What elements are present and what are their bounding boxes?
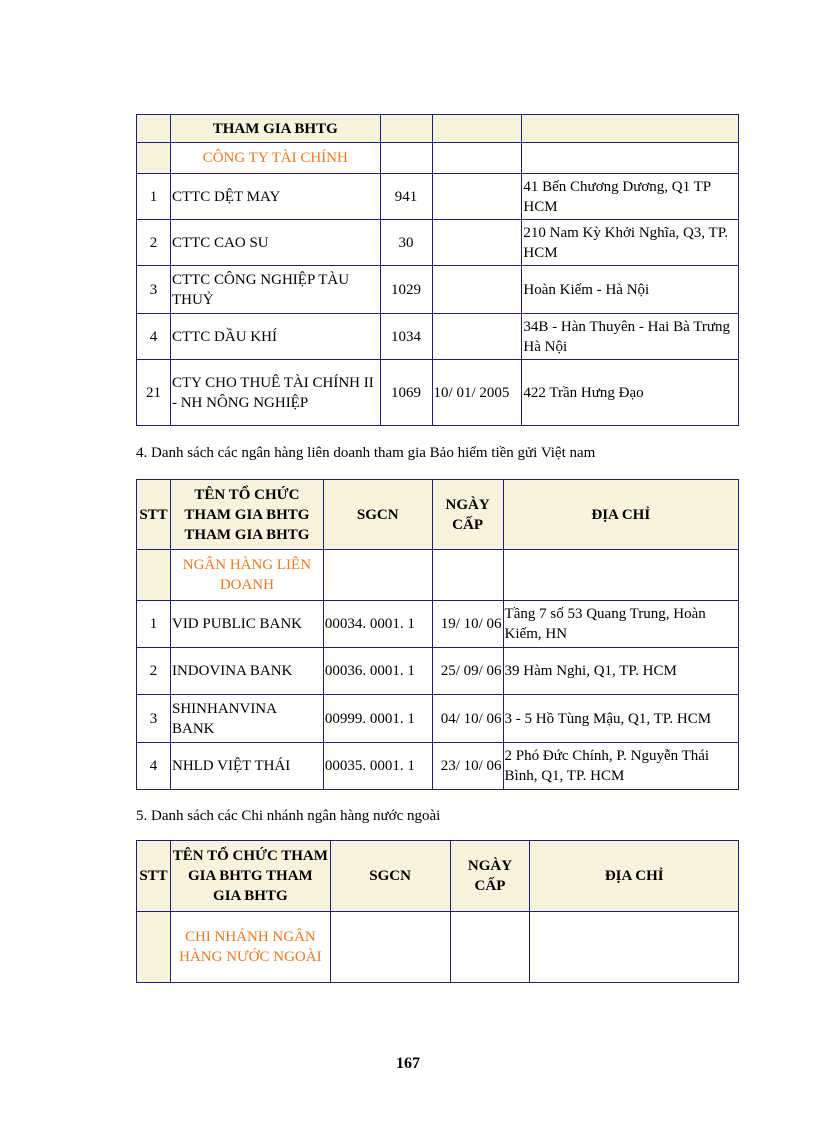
sgcn-cell: 00999. 0001. 1 — [323, 695, 432, 743]
group-row — [137, 912, 739, 983]
stt-cell: 3 — [137, 695, 171, 743]
table-credit-companies — [136, 114, 739, 426]
date-cell — [432, 174, 522, 220]
group-label: NGÂN HÀNG LIÊN DOANH — [170, 550, 323, 601]
date-header: NGÀY CẤP — [432, 480, 503, 550]
sgcn-cell: 1029 — [380, 266, 432, 314]
date-cell — [432, 266, 522, 314]
sgcn-cell: 1069 — [380, 360, 432, 426]
name-cell: NHLD VIỆT THÁI — [170, 743, 323, 790]
sgcn-cell: 30 — [380, 220, 432, 266]
sgcn-cell: 941 — [380, 174, 432, 220]
page-number: 167 — [396, 1055, 420, 1072]
table-row — [137, 266, 739, 314]
address-cell: Tầng 7 số 53 Quang Trung, Hoàn Kiếm, HN — [503, 601, 738, 648]
address-cell: 3 - 5 Hồ Tùng Mậu, Q1, TP. HCM — [503, 695, 738, 743]
table-header-row — [137, 115, 739, 143]
address-cell: 2 Phó Đức Chính, P. Nguyễn Thái Bình, Q1, TP. HCM — [503, 743, 738, 790]
date-cell: 25/ 09/ 06 — [432, 648, 503, 695]
sgcn-cell: 1034 — [380, 314, 432, 360]
date-cell: 23/ 10/ 06 — [432, 743, 503, 790]
stt-cell: 1 — [137, 174, 171, 220]
address-header: ĐỊA CHỈ — [530, 841, 739, 912]
name-cell: CTTC CAO SU — [170, 220, 380, 266]
stt-header: STT — [137, 841, 171, 912]
name-header: THAM GIA BHTG — [170, 115, 380, 143]
stt-cell: 4 — [137, 314, 171, 360]
stt-header: STT — [137, 480, 171, 550]
address-cell: 41 Bến Chương Dương, Q1 TP HCM — [522, 174, 739, 220]
name-cell: CTTC CÔNG NGHIỆP TÀU THUỶ — [170, 266, 380, 314]
address-header — [522, 115, 739, 143]
date-cell: 10/ 01/ 2005 — [432, 360, 522, 426]
date-header — [432, 115, 522, 143]
group-label: CHI NHÁNH NGÂN HÀNG NƯỚC NGOÀI — [170, 912, 330, 983]
table-row — [137, 601, 739, 648]
address-cell: 422 Trần Hưng Đạo — [522, 360, 739, 426]
sgcn-header: SGCN — [323, 480, 432, 550]
table-joint-venture-banks — [136, 479, 739, 790]
stt-cell: 1 — [137, 601, 171, 648]
date-cell — [432, 314, 522, 360]
table-row — [137, 360, 739, 426]
stt-cell: 4 — [137, 743, 171, 790]
table-header-row — [137, 480, 739, 550]
sgcn-header: SGCN — [330, 841, 450, 912]
date-cell — [432, 220, 522, 266]
name-cell: SHINHANVINA BANK — [170, 695, 323, 743]
stt-header — [137, 115, 171, 143]
sgcn-cell: 00035. 0001. 1 — [323, 743, 432, 790]
name-cell: INDOVINA BANK — [170, 648, 323, 695]
stt-cell: 2 — [137, 648, 171, 695]
name-cell: VID PUBLIC BANK — [170, 601, 323, 648]
section-4-caption: 4. Danh sách các ngân hàng liên doanh tham gia Bảo hiểm tiền gửi Việt nam — [136, 445, 596, 461]
address-cell: Hoàn Kiếm - Hà Nội — [522, 266, 739, 314]
address-cell: 210 Nam Kỳ Khởi Nghĩa, Q3, TP. HCM — [522, 220, 739, 266]
address-cell: 34B - Hàn Thuyên - Hai Bà Trưng Hà Nội — [522, 314, 739, 360]
table-row — [137, 695, 739, 743]
group-label: CÔNG TY TÀI CHÍNH — [170, 143, 380, 174]
sgcn-header — [380, 115, 432, 143]
name-header: TÊN TỔ CHỨC THAM GIA BHTG THAM GIA BHTG — [170, 841, 330, 912]
section-5-caption: 5. Danh sách các Chi nhánh ngân hàng nước ngoài — [136, 808, 441, 824]
table-foreign-bank-branches — [136, 840, 739, 983]
sgcn-cell: 00036. 0001. 1 — [323, 648, 432, 695]
group-row — [137, 143, 739, 174]
table-row — [137, 220, 739, 266]
group-row — [137, 550, 739, 601]
table-row — [137, 648, 739, 695]
table-header-row — [137, 841, 739, 912]
table-row — [137, 743, 739, 790]
date-cell: 04/ 10/ 06 — [432, 695, 503, 743]
sgcn-cell: 00034. 0001. 1 — [323, 601, 432, 648]
stt-cell: 3 — [137, 266, 171, 314]
stt-cell: 2 — [137, 220, 171, 266]
date-header: NGÀY CẤP — [450, 841, 530, 912]
table-row — [137, 174, 739, 220]
name-cell: CTTC DỆT MAY — [170, 174, 380, 220]
stt-cell: 21 — [137, 360, 171, 426]
address-cell: 39 Hàm Nghi, Q1, TP. HCM — [503, 648, 738, 695]
address-header: ĐỊA CHỈ — [503, 480, 738, 550]
table-row — [137, 314, 739, 360]
date-cell: 19/ 10/ 06 — [432, 601, 503, 648]
name-cell: CTY CHO THUÊ TÀI CHÍNH II - NH NÔNG NGHIỆP — [170, 360, 380, 426]
name-cell: CTTC DẦU KHÍ — [170, 314, 380, 360]
name-header: TÊN TỔ CHỨC THAM GIA BHTG THAM GIA BHTG — [170, 480, 323, 550]
